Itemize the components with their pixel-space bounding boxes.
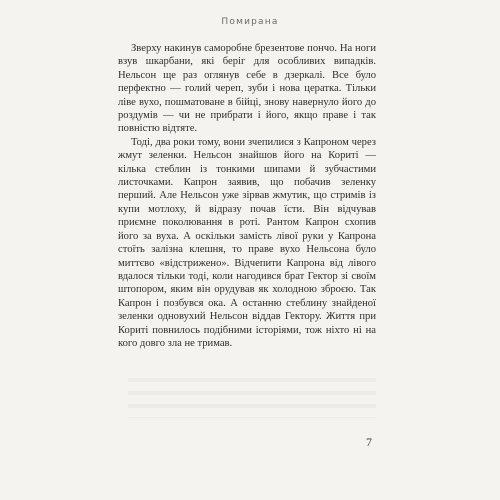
show-through-text [128, 378, 376, 418]
body-text [118, 42, 376, 350]
page-number: 7 [366, 435, 372, 449]
running-title: Помирана [221, 17, 279, 27]
paragraph-2: Тоді, два роки тому, вони зчепилися з Капроном через жмут зеленки. Нельсон знайшов його на Кориті — кілька стеблин із тонкими шипами й зубчастими листочками. Капрон заявив, що побачив зеленку перший. Але Нельсон уже зірвав жмутик, що стримів із купи мотлоху, й відразу почав їсти. Він відчував приємне поколювання в роті. Рантом Капрон схопив його за вуха. А оскільки замість лівої руки у Капрона стоїть залізна клешня, то праве вухо Нельсона було миттєво «відстрижено». Відчепити Капрона від лівого вдалося тільки тоді, коли нагодився брат Гектор зі своїм штопором, яким він орудував як холодною зброєю. Так Капрон і позбувся ока. А останню стеблину знайденої зеленки одновухий Нельсон віддав Гектору. Життя при Кориті повнилось подібними історіями, тож ніхто ні на кого довго зла не тримав. [118, 136, 376, 349]
paragraph-1: Зверху накинув саморобне брезентове пончо. На ноги взув шкарбани, які беріг для особливих випадків. Нельсон ще раз оглянув себе в дзеркалі. Все було перфектно — голий череп, зуби і нова цератка. Тільки ліве вухо, пошматоване в бійці, знову навернуло його до роздумів — чи не прибрати і його, якщо праве і так повністю відтяте. [118, 43, 376, 135]
